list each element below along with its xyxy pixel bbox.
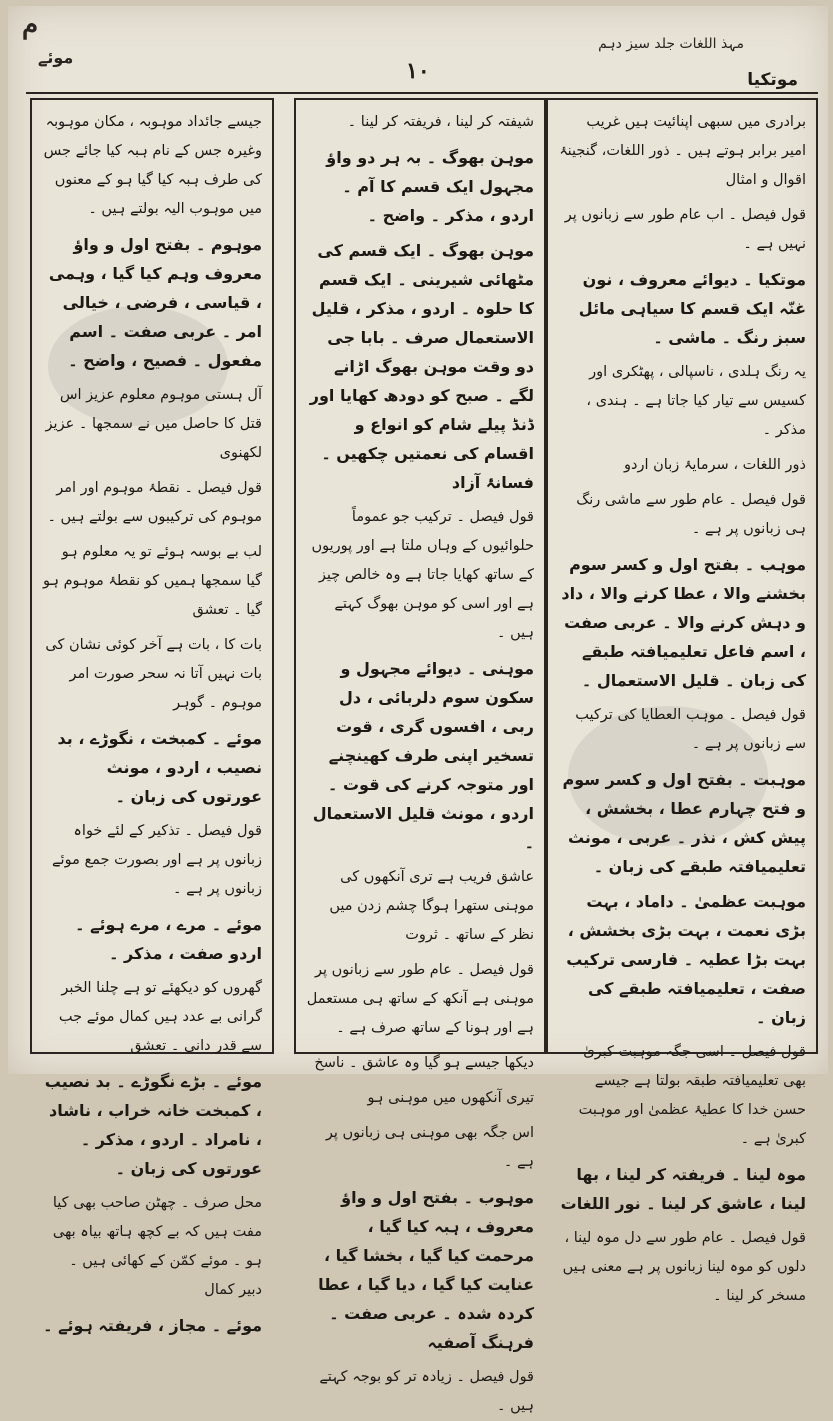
entry-heading: موتکیا ۔ دیوائے معروف ، نون غنّہ ایک قسم کا سیاہی مائل سبز رنگ ۔ ماشی ۔ bbox=[578, 270, 806, 347]
paragraph: قول فیصل ۔ نقطۂ موہوم اور امر موہوم کی ترکیبوں سے بولتے ہیں ۔ bbox=[47, 480, 262, 525]
column-right bbox=[546, 98, 818, 1304]
entry-heading: موہب ۔ بفتح اول و کسر سوم بخشنے والا ، عطا کرنے والا ، داد و دہش کرنے والا ۔ عربی صفت ، اسم فاعل تعلیمیافتہ طبقے کی زبان ۔ قلیل الاستعمال ۔ bbox=[561, 555, 806, 690]
header-right-word: موتکیا bbox=[747, 70, 798, 90]
paragraph: جیسے جائداد موہوبہ ، مکان موہوبہ وغیرہ جس کے نام ہبہ کیا جائے جس کی طرف ہبہ کیا گیا ہو کے معنوں میں موہوب الیہ بولتے ہیں ۔ bbox=[43, 114, 262, 217]
paragraph: محل صرف ۔ چھٹن صاحب بھی کیا مفت ہیں کہ بے کچھ ہاتھ بیاہ بھی ہو ۔ موئے کمّن کے کھائی ہیں ۔ دبیر کمال bbox=[52, 1195, 262, 1298]
paragraph: ذور اللغات ، سرمایۂ زبان اردو bbox=[624, 457, 806, 473]
entry-heading: موہنی ۔ دیوائے مجہول و سکون سوم دلربائی ، دل ربی ، افسوں گری ، قوت تسخیر اپنی طرف کھینچنے اور متوجہ کرنے کی قوت ۔ اردو ، مونث قلیل الاستعمال ۔ bbox=[312, 659, 534, 852]
column-middle bbox=[294, 98, 546, 1414]
entry-heading: موہوب ۔ بفتح اول و واؤ معروف ، ہبہ کیا گیا ، مرحمت کیا گیا ، بخشا گیا ، عنایت کیا گیا ، دیا گیا ، عطا کردہ شدہ ۔ عربی صفت ۔ فرہنگ آصفیہ bbox=[318, 1188, 534, 1352]
entry-heading: موہبت عظمیٰ ۔ داماد ، بہت بڑی نعمت ، بہت بڑی بخشش ، بہت بڑا عطیہ ۔ فارسی ترکیب صفت ، تعلیمیافتہ طبقے کی زبان ۔ bbox=[566, 892, 806, 1027]
header-title: مہذ اللغات جلد سیز دہم bbox=[598, 36, 744, 52]
verse: دیکھا جیسے ہو گیا وہ عاشق ۔ ناسخ bbox=[314, 1055, 534, 1071]
entry-heading: موئے ۔ کمبخت ، نگوڑے ، بد نصیب ، اردو ، مونث عورتوں کی زبان ۔ bbox=[57, 729, 262, 806]
page-number: ١٠ bbox=[406, 58, 430, 84]
column-left bbox=[30, 98, 274, 1335]
header-rule bbox=[26, 92, 818, 94]
entry-heading: موئے ۔ مرے ، مرے ہوئے ۔ اردو صفت ، مذکر ۔ bbox=[75, 915, 262, 963]
header-left-word: موئے bbox=[38, 48, 74, 67]
verse: بات کا ، بات ہے آخر کوئی نشان کی بات نہیں آتا نہ سحر صورت امر موہوم ۔ گوہر bbox=[45, 637, 262, 711]
paragraph: قول فیصل ۔ تذکیر کے لئے خواہ زبانوں پر ہے اور بصورت جمع موئے زبانوں پر ہے ۔ bbox=[52, 823, 262, 897]
entry-heading: موہن بھوگ ۔ ایک قسم کی مٹھائی شیرینی ۔ ایک قسم کا حلوہ ۔ اردو ، مذکر ، قلیل الاستعمال صرف ۔ بابا جی دو وقت موہن بھوگ اڑانے لگے ۔ صبح کو دودھ کھایا اور ڈنڈ پیلے شام کو انواع و اقسام کی نعمتیں چکھیں ۔ فسانۂ آزاد bbox=[309, 241, 534, 492]
entry-heading: موہبت ۔ بفتح اول و کسر سوم و فتح چہارم عطا ، بخشش ، پیش کش ، نذر ۔ عربی ، مونث تعلیمیافتہ طبقے کی زبان ۔ bbox=[562, 770, 806, 876]
paragraph: قول فیصل ۔ ترکیب جو عموماً حلوائیوں کے وہاں ملتا ہے اور پوریوں کے ساتھ کھایا جاتا ہے وہ خالص چیز ہے اور اسی کو موہن بھوگ کہتے ہیں ۔ bbox=[311, 509, 534, 641]
paragraph: قول فیصل ۔ زیادہ تر کو بوجہ کہتے ہیں ۔ bbox=[319, 1369, 534, 1414]
paragraph: قول فیصل ۔ عام طور سے زبانوں پر موہنی ہے آنکھ کے ساتھ ہی مستعمل ہے اور ہونا کے ساتھ صرف ہے ۔ bbox=[306, 962, 534, 1036]
entry-heading: موہ لینا ۔ فریفتہ کر لینا ، بھا لینا ، عاشق کر لینا ۔ نور اللغات bbox=[560, 1165, 806, 1213]
paragraph: قول فیصل ۔ اسی جگہ موہبت کبریٰ بھی تعلیمیافتہ طبقہ بولتا ہے جیسے حسن خدا کا عطیۂ عظمیٰ اور موہبت کبریٰ ہے ۔ bbox=[578, 1044, 806, 1147]
entry-heading: موہن بھوگ ۔ بہ ہر دو واؤ مجہول ایک قسم کا آم ۔ اردو ، مذکر ۔ واضح ۔ bbox=[326, 148, 534, 225]
paragraph: قول فیصل ۔ عام طور سے دل موہ لینا ، دلوں کو موہ لینا زبانوں پر ہے معنی ہیں مسخر کر لینا ۔ bbox=[562, 1230, 806, 1304]
paragraph: قول فیصل ۔ عام طور سے ماشی رنگ ہی زبانوں پر ہے ۔ bbox=[576, 492, 806, 537]
verse: گھروں کو دیکھئے تو ہے چلنا الخبر گرانی بے عدد ہیں کمال موئے جب سے قدر دانی ۔ تعشق bbox=[58, 980, 262, 1054]
paragraph: قول فیصل ۔ موہب العطایا کی ترکیب سے زبانوں پر ہے ۔ bbox=[575, 707, 806, 752]
corner-mark: م bbox=[22, 10, 39, 40]
paragraph: شیفتہ کر لینا ، فریفتہ کر لینا ۔ bbox=[347, 114, 534, 130]
verse: عاشق فریب ہے تری آنکھوں کی موہنی ستھرا ہوگا چشم زدن میں نظر کے ساتھ ۔ ثروت bbox=[329, 869, 534, 943]
paragraph: یہ رنگ ہلدی ، ناسپالی ، پھٹکری اور کسیس سے تیار کیا جاتا ہے ۔ ہندی ، مذکر ۔ bbox=[586, 364, 806, 438]
entry-heading: موہوم ۔ بفتح اول و واؤ معروف وہم کیا گیا ، وہمی ، قیاسی ، فرضی ، خیالی امر ۔ عربی صفت ۔ اسم مفعول ۔ فصیح ، واضح ۔ bbox=[48, 235, 262, 370]
verse: لب بے بوسہ ہوئے تو یہ معلوم ہو گیا سمجھا ہمیں کو نقطۂ موہوم ہو گیا ۔ تعشق bbox=[42, 544, 262, 618]
document-page bbox=[8, 6, 828, 1414]
paragraph: اس جگہ بھی موہنی ہی زبانوں پر ہے ۔ bbox=[325, 1125, 534, 1170]
entry-heading: موئے ۔ بڑے نگوڑے ۔ بد نصیب ، کمبخت خانہ خراب ، ناشاد ، نامراد ۔ اردو ، مذکر ۔ عورتوں کی زبان ۔ bbox=[44, 1072, 262, 1178]
entry-heading: موئے ۔ مجاز ، فریفتہ ہوئے ۔ bbox=[43, 1316, 262, 1335]
paragraph: برادری میں سبھی اپنائیت ہیں غریب امیر برابر ہوتے ہیں ۔ ذور اللغات، گنجینۂ اقوال و امثال bbox=[559, 114, 806, 188]
paragraph: قول فیصل ۔ اب عام طور سے زبانوں پر نہیں ہے ۔ bbox=[564, 207, 806, 252]
verse: آل ہستی موہوم معلوم عزیز اس قتل کا حاصل میں نے سمجھا ۔ عزیز لکھنوی bbox=[45, 387, 262, 461]
verse: تیری آنکھوں میں موہنی ہو bbox=[367, 1090, 534, 1106]
